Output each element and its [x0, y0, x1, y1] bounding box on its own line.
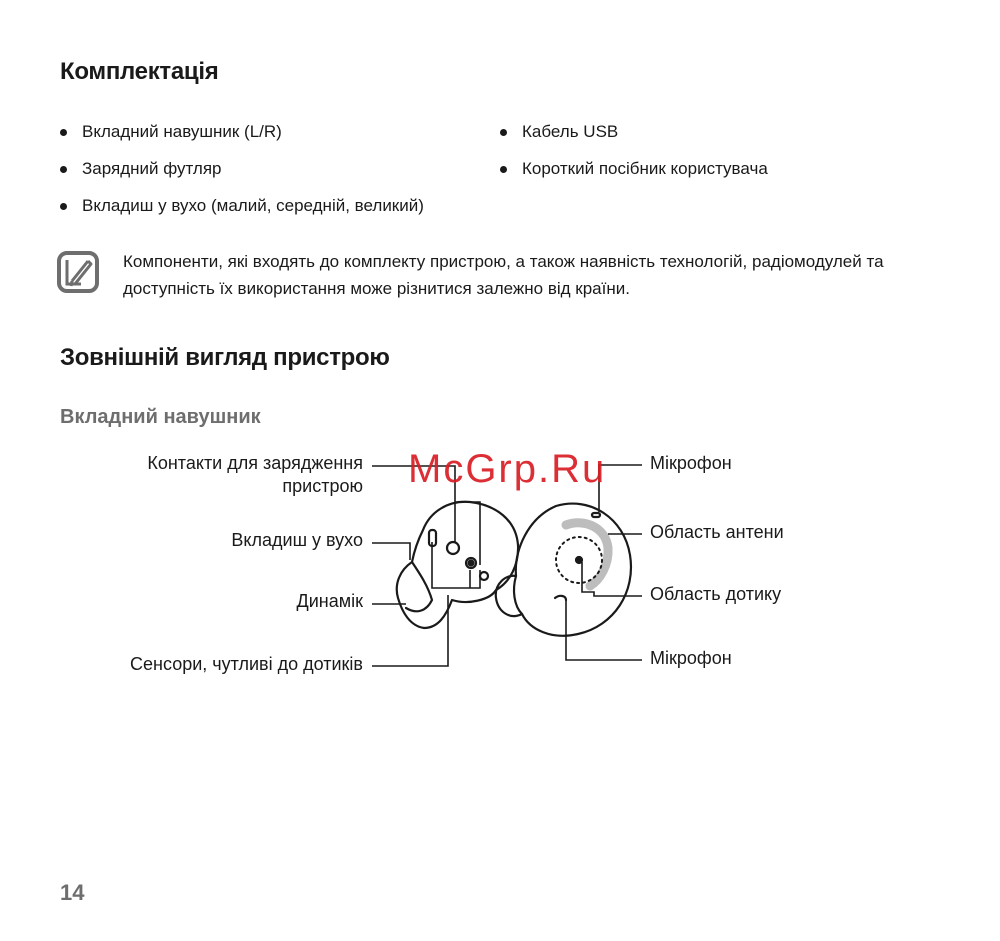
- microphone-bottom-hole: [555, 596, 566, 600]
- charging-contact-2-dot: [469, 561, 474, 566]
- label-charging-contacts-line1: Контакти для зарядження: [147, 453, 363, 473]
- watermark: McGrp.Ru: [408, 447, 607, 491]
- leader-touch: [582, 562, 642, 596]
- label-touch-sensors: Сенсори, чутливі до дотиків: [130, 654, 363, 674]
- label-speaker: Динамік: [296, 591, 363, 611]
- package-item-guide: Короткий посібник користувача: [522, 159, 768, 178]
- package-item-ear-tips: Вкладиш у вухо (малий, середній, великий): [82, 196, 424, 215]
- right-earbud-nozzle: [514, 576, 522, 614]
- package-item-case: Зарядний футляр: [82, 159, 222, 178]
- label-antenna-area: Область антени: [650, 522, 784, 542]
- antenna-area-lower: [590, 548, 608, 586]
- leader-mic-bottom: [566, 600, 642, 660]
- subsection-title-earbud: Вкладний навушник: [60, 406, 261, 428]
- charging-contact-3: [480, 572, 488, 580]
- label-microphone-top: Мікрофон: [650, 453, 732, 473]
- microphone-top-hole: [592, 513, 600, 517]
- note-text: Компоненти, які входять до комплекту пристрою, а також наявність технологій, радіомодулей та доступність їх використання може різнитися залежно від країни.: [123, 252, 884, 298]
- antenna-area: [566, 523, 608, 548]
- section-title-appearance: Зовнішній вигляд пристрою: [60, 344, 390, 371]
- package-item-usb-cable: Кабель USB: [522, 122, 619, 141]
- package-item-earbud: Вкладний навушник (L/R): [82, 122, 282, 141]
- leader-sensors-main: [372, 595, 448, 666]
- label-charging-contacts-line2: пристрою: [282, 476, 363, 496]
- label-charging-contacts: [118, 453, 363, 497]
- section-title-package: Комплектація: [60, 58, 219, 85]
- touch-area-center: [576, 557, 582, 563]
- label-ear-tip: Вкладиш у вухо: [231, 530, 363, 550]
- charging-contact-1: [447, 542, 459, 554]
- page-number: 14: [60, 880, 85, 905]
- left-earbud-ear-tip: [406, 562, 432, 611]
- leader-ear-tip: [372, 543, 410, 560]
- label-microphone-bottom: Мікрофон: [650, 648, 732, 668]
- label-touch-area: Область дотику: [650, 584, 782, 604]
